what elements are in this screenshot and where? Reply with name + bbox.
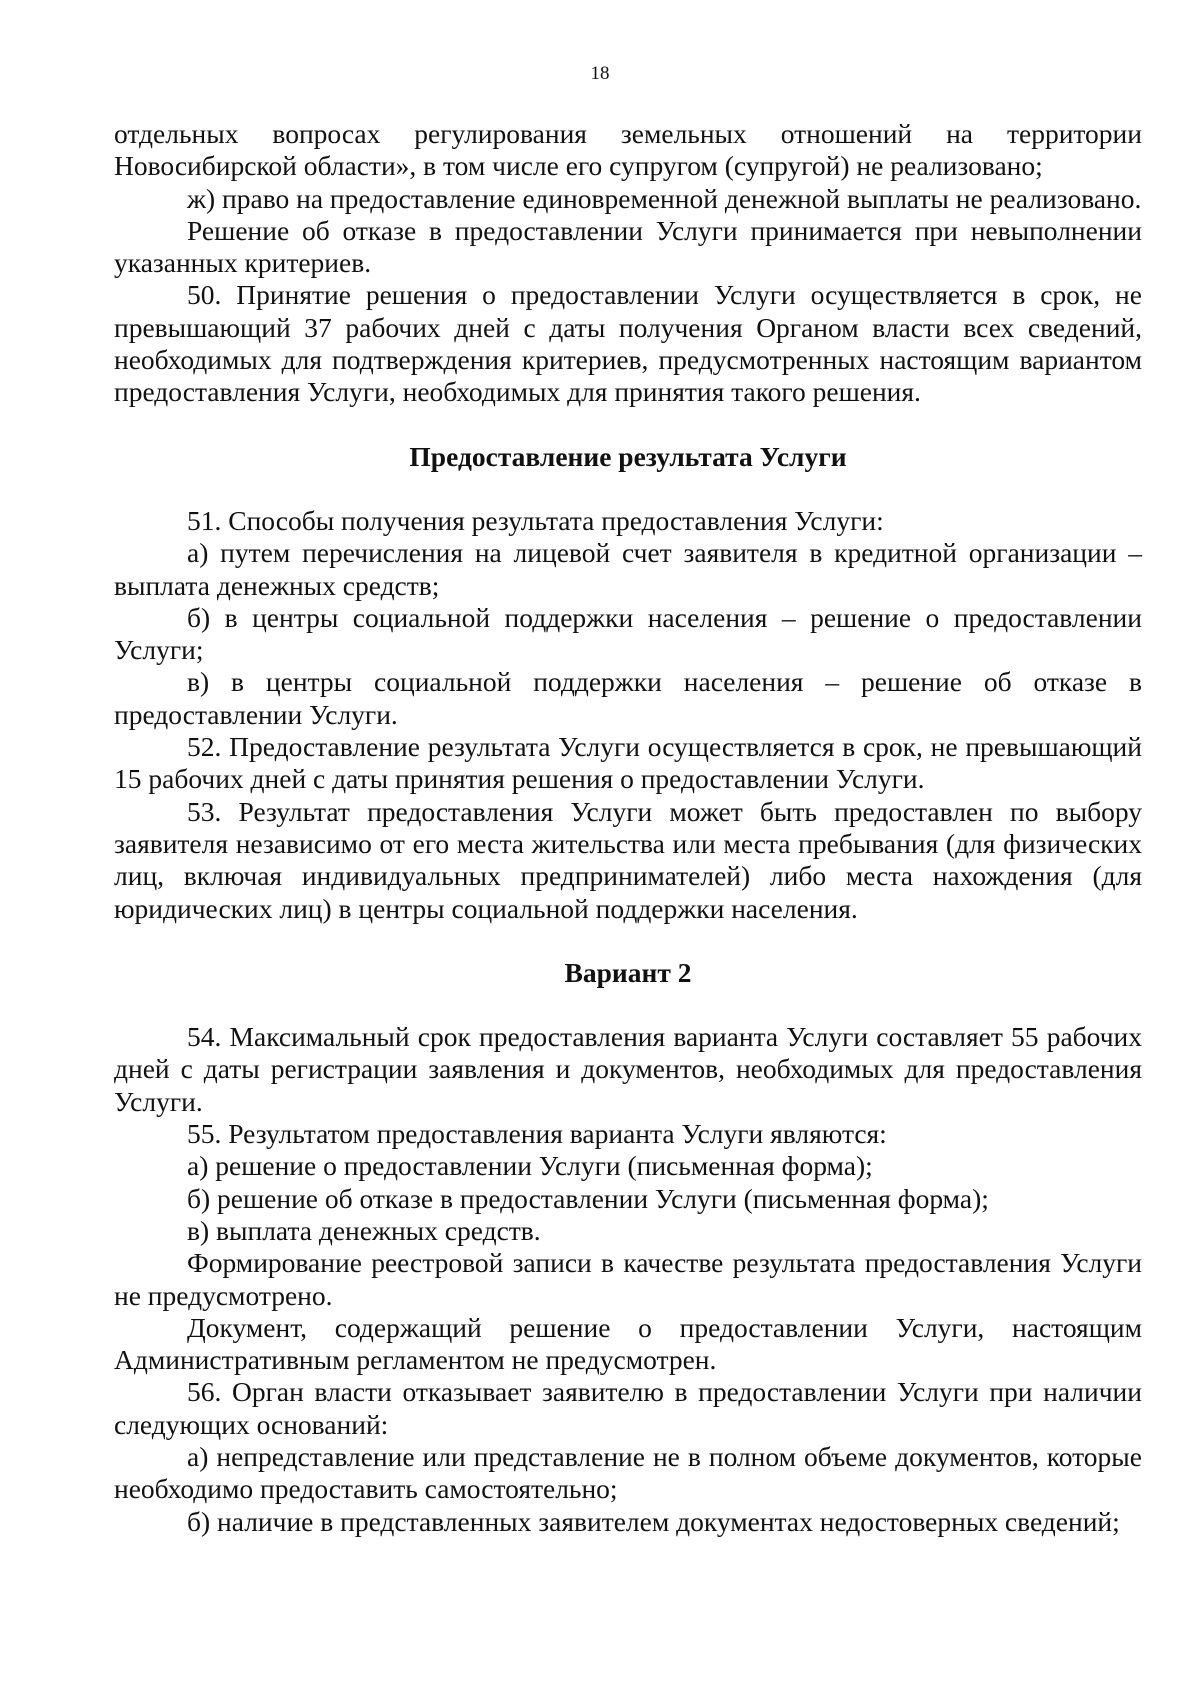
paragraph-56: 56. Орган власти отказывает заявителю в предоставлении Услуги при наличии следующих оснований: bbox=[114, 1376, 1142, 1440]
paragraph-registry-record: Формирование реестровой записи в качестве результата предоставления Услуги не предусмотрено. bbox=[114, 1247, 1142, 1311]
paragraph-55: 55. Результатом предоставления варианта Услуги являются: bbox=[187, 1118, 887, 1150]
paragraph-51-b: б) в центры социальной поддержки населения – решение о предоставлении Услуги; bbox=[114, 601, 1142, 666]
paragraph-continuation: отдельных вопросах регулирования земельных отношений на территории Новосибирской области», в том числе его супругом (супругой) не реализовано; bbox=[114, 118, 1142, 182]
page-number: 18 bbox=[590, 63, 610, 84]
paragraph-51-v: в) в центры социальной поддержки населения – решение об отказе в предоставлении Услуги. bbox=[114, 666, 1142, 730]
paragraph-55-v: в) выплата денежных средств. bbox=[187, 1214, 541, 1246]
paragraph-55-a: а) решение о предоставлении Услуги (письменная форма); bbox=[187, 1150, 873, 1182]
paragraph-item-zh: ж) право на предоставление единовременной денежной выплаты не реализовано. bbox=[187, 182, 1142, 214]
document-body bbox=[114, 118, 1142, 1538]
paragraph-56-a: а) непредставление или представление не в полном объеме документов, которые необходимо предоставить самостоятельно; bbox=[114, 1440, 1142, 1505]
paragraph-54: 54. Максимальный срок предоставления варианта Услуги составляет 55 рабочих дней с даты регистрации заявления и документов, необходимых для предоставления Услуги. bbox=[114, 1021, 1142, 1117]
paragraph-55-b: б) решение об отказе в предоставлении Услуги (письменная форма); bbox=[187, 1182, 989, 1214]
paragraph-refusal-criteria: Решение об отказе в предоставлении Услуги принимается при невыполнении указанных критериев. bbox=[114, 214, 1142, 279]
spacer bbox=[114, 989, 1142, 1021]
section-heading-variant-2: Вариант 2 bbox=[564, 956, 692, 988]
paragraph-51-a: а) путем перечисления на лицевой счет заявителя в кредитной организации – выплата денежных средств; bbox=[114, 537, 1142, 601]
paragraph-56-b: б) наличие в представленных заявителем документах недостоверных сведений; bbox=[187, 1505, 1120, 1537]
section-heading-result: Предоставление результата Услуги bbox=[409, 440, 847, 472]
paragraph-52: 52. Предоставление результата Услуги осуществляется в срок, не превышающий 15 рабочих дней с даты принятия решения о предоставлении Услуги. bbox=[114, 731, 1142, 795]
spacer bbox=[114, 473, 1142, 505]
spacer bbox=[114, 409, 1142, 441]
paragraph-decision-document: Документ, содержащий решение о предоставлении Услуги, настоящим Административным регламентом не предусмотрен. bbox=[114, 1311, 1142, 1376]
spacer bbox=[114, 925, 1142, 957]
paragraph-51: 51. Способы получения результата предоставления Услуги: bbox=[187, 504, 884, 536]
paragraph-50: 50. Принятие решения о предоставлении Услуги осуществляется в срок, не превышающий 37 рабочих дней с даты получения Органом власти всех сведений, необходимых для подтверждения критериев, предусмотренных настоящим вариантом предоставления Услуги, необходимых для принятия такого решения. bbox=[114, 279, 1142, 408]
paragraph-53: 53. Результат предоставления Услуги может быть предоставлен по выбору заявителя независимо от его места жительства или места пребывания (для физических лиц, включая индивидуальных предпринимателей) либо места нахождения (для юридических лиц) в центры социальной поддержки населения. bbox=[114, 795, 1142, 924]
